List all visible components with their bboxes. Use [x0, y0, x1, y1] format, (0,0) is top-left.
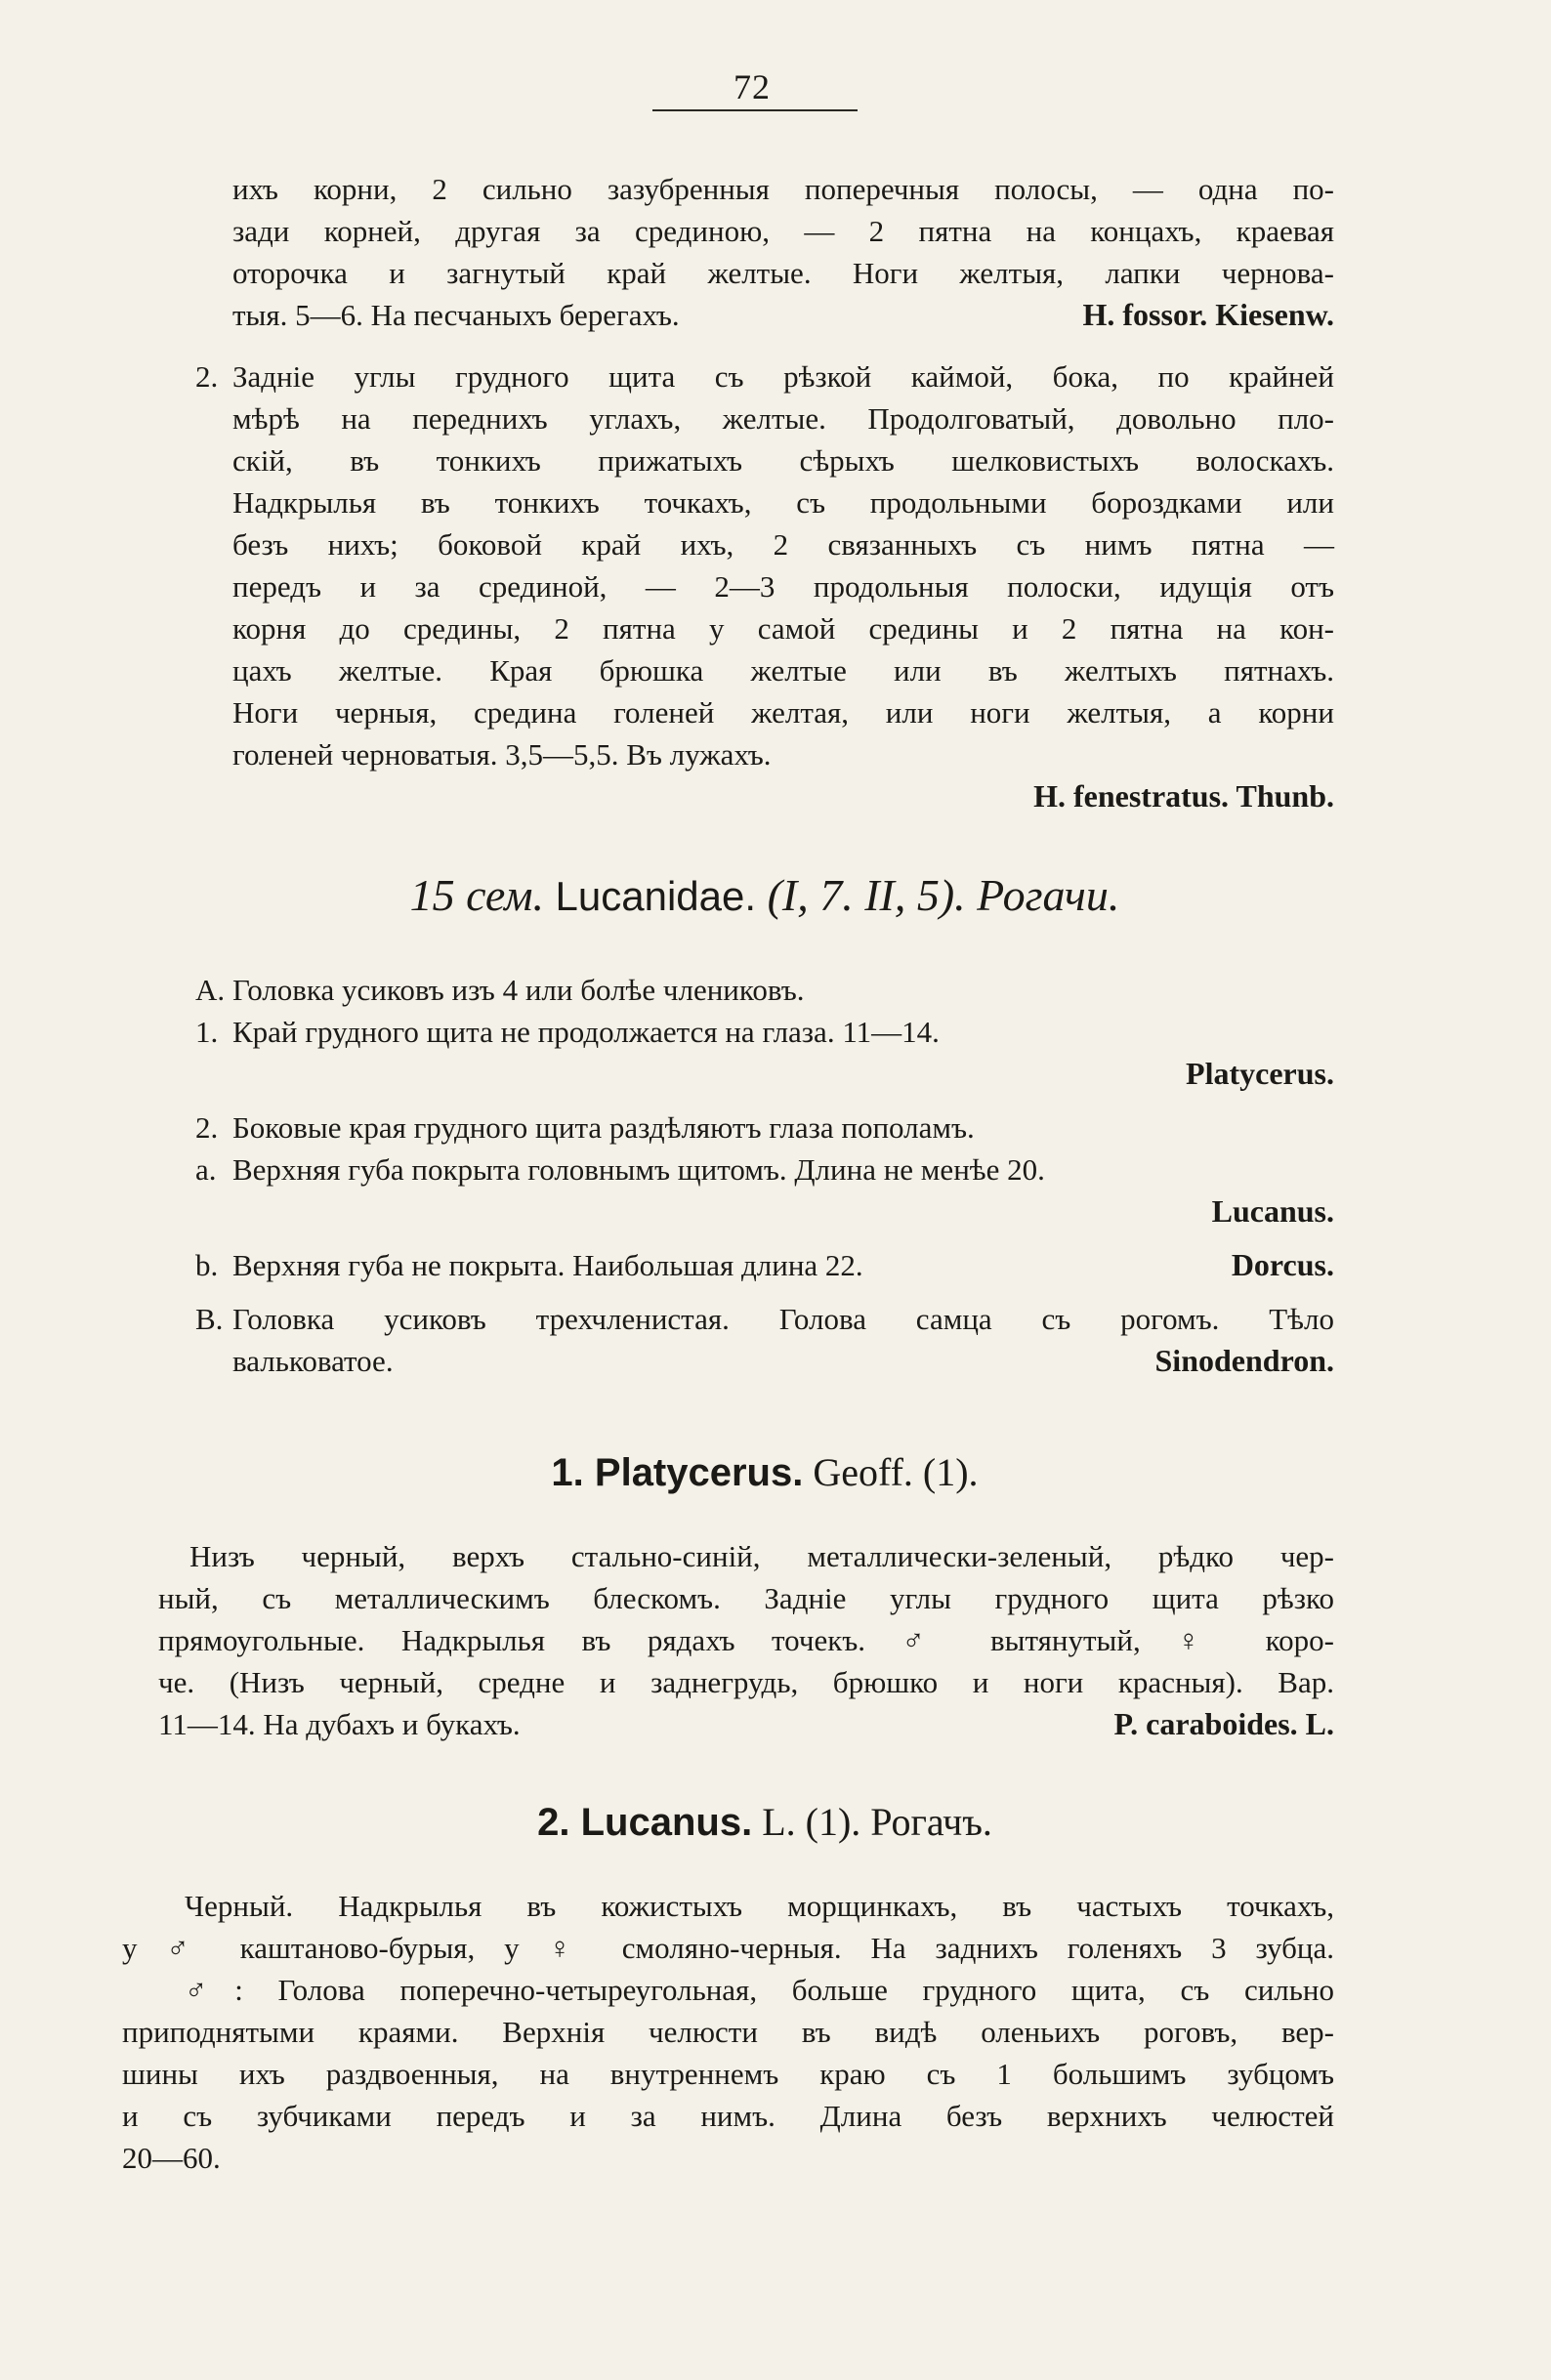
key-row	[195, 1106, 1334, 1148]
text-line: безъ нихъ; боковой край ихъ, 2 связанныхъ съ нимъ пятна —	[232, 527, 1334, 562]
genus-heading-platycerus	[195, 1449, 1334, 1495]
family-name: Lucanidae.	[555, 873, 757, 919]
page-number: 72	[734, 67, 771, 106]
key-text: Верхняя губа покрыта головнымъ щитомъ. Длина не менѣе 20.	[232, 1152, 1045, 1187]
text-line: мѣрѣ на переднихъ углахъ, желтые. Продолговатый, довольно пло-	[232, 401, 1334, 436]
family-common-name: Рогачи.	[977, 870, 1120, 920]
genus-author: Geoff. (1).	[813, 1450, 979, 1494]
text-line: цахъ желтые. Края брюшка желтые или въ желтыхъ пятнахъ.	[232, 653, 1334, 688]
key-row	[195, 1148, 1334, 1190]
key-label: А.	[195, 973, 226, 1007]
key-label: 2.	[195, 1110, 219, 1145]
genus-heading-lucanus	[195, 1799, 1334, 1845]
key-row	[195, 969, 1334, 1011]
key-genus-name: Platycerus.	[1186, 1056, 1334, 1091]
entry-fenestratus	[195, 355, 1334, 817]
text-line-with-species	[158, 1703, 1334, 1745]
text-line: прямоугольные. Надкрылья въ рядахъ точекъ. ♂ вытянутый, ♀ коро-	[158, 1623, 1334, 1657]
species-name: P. caraboides. L.	[1113, 1706, 1334, 1741]
text-line: тыя. 5—6. На песчаныхъ берегахъ.	[232, 298, 680, 332]
key-genus-name: Dorcus.	[1231, 1247, 1334, 1282]
key-label: 1.	[195, 1015, 219, 1049]
family-counts: (I, 7. II, 5).	[767, 870, 966, 920]
text-line: Черный. Надкрылья въ кожистыхъ морщинкахъ, въ частыхъ точкахъ,	[185, 1889, 1334, 1923]
genus-lucanus-description	[122, 1885, 1334, 2179]
text-line: голеней черноватыя. 3,5—5,5. Въ лужахъ.	[232, 737, 772, 772]
entry-fossor	[232, 168, 1334, 336]
key-genus-name: Sinodendron.	[1154, 1343, 1334, 1378]
text-line: Ноги черныя, средина голеней желтая, или ноги желтыя, а корни	[232, 695, 1334, 730]
text-line: Низъ черный, верхъ стально-синій, металлически-зеленый, рѣдко чер-	[189, 1539, 1334, 1573]
text-line: Задніе углы грудного щита съ рѣзкой каймой, бока, по крайней	[232, 359, 1334, 394]
key-text: Боковые края грудного щита раздѣляютъ глаза пополамъ.	[232, 1110, 975, 1145]
text-line: 11—14. На дубахъ и букахъ.	[158, 1707, 521, 1741]
text-line: шины ихъ раздвоенныя, на внутреннемъ краю съ 1 большимъ зубцомъ	[122, 2057, 1334, 2091]
key-text: Край грудного щита не продолжается на глаза. 11—14.	[232, 1015, 940, 1049]
text-line: скій, въ тонкихъ прижатыхъ сѣрыхъ шелковистыхъ волоскахъ.	[232, 443, 1334, 478]
key-text: вальковатое.	[232, 1344, 394, 1378]
genus-name: 1. Platycerus.	[551, 1451, 804, 1494]
key-row	[195, 1011, 1334, 1053]
text-line-with-species	[232, 294, 1334, 336]
key-label: В.	[195, 1302, 224, 1336]
text-line: и съ зубчиками передъ и за нимъ. Длина безъ верхнихъ челюстей	[122, 2099, 1334, 2133]
family-heading	[195, 869, 1334, 921]
text-line: оторочка и загнутый край желтые. Ноги желтыя, лапки чернова-	[232, 256, 1334, 290]
species-name: H. fenestratus. Thunb.	[1033, 778, 1334, 814]
key-text: Головка усиковъ изъ 4 или болѣе члениковъ.	[232, 973, 805, 1007]
key-row	[195, 1298, 1334, 1340]
key-text: Головка усиковъ трехчленистая. Голова самца съ рогомъ. Тѣло	[232, 1302, 1334, 1336]
entry-number: 2.	[195, 359, 219, 394]
text-line: зади корней, другая за срединою, — 2 пятна на концахъ, краевая	[232, 214, 1334, 248]
genus-name: 2. Lucanus.	[537, 1801, 753, 1844]
text-line: передъ и за срединой, — 2—3 продольныя полоски, идущія отъ	[232, 569, 1334, 604]
text-line: приподнятыми краями. Верхнія челюсти въ видѣ оленьихъ роговъ, вер-	[122, 2015, 1334, 2049]
species-name: H. fossor. Kiesenw.	[1082, 297, 1334, 332]
text-line: че. (Низъ черный, средне и заднегрудь, брюшко и ноги красныя). Вар.	[158, 1665, 1334, 1699]
text-line: 20—60.	[122, 2141, 221, 2175]
text-line: ихъ корни, 2 сильно зазубренныя поперечныя полосы, — одна по-	[232, 172, 1334, 206]
genus-key	[195, 969, 1334, 1382]
text-line: Надкрылья въ тонкихъ точкахъ, съ продольными бороздками или	[232, 485, 1334, 520]
key-text: Верхняя губа не покрыта. Наибольшая длина 22.	[232, 1248, 863, 1282]
genus-platycerus-description	[158, 1535, 1334, 1745]
text-line: ный, съ металлическимъ блескомъ. Задніе углы грудного щита рѣзко	[158, 1581, 1334, 1615]
key-label: b.	[195, 1248, 219, 1282]
genus-author: L. (1). Рогачъ.	[762, 1800, 992, 1844]
key-row	[195, 1244, 1334, 1286]
family-number: 15 сем.	[409, 870, 545, 920]
text-line: ♂: Голова поперечно-четыреугольная, больше грудного щита, съ сильно	[185, 1973, 1334, 2007]
key-label: a.	[195, 1152, 217, 1187]
key-row	[195, 1340, 1334, 1382]
key-genus-name: Lucanus.	[1211, 1193, 1334, 1229]
page-number-rule	[652, 109, 858, 111]
text-line: у ♂ каштаново-бурыя, у ♀ смоляно-черныя. На заднихъ голеняхъ 3 зубца.	[122, 1931, 1334, 1965]
text-line: корня до средины, 2 пятна у самой средины и 2 пятна на кон-	[232, 611, 1334, 646]
